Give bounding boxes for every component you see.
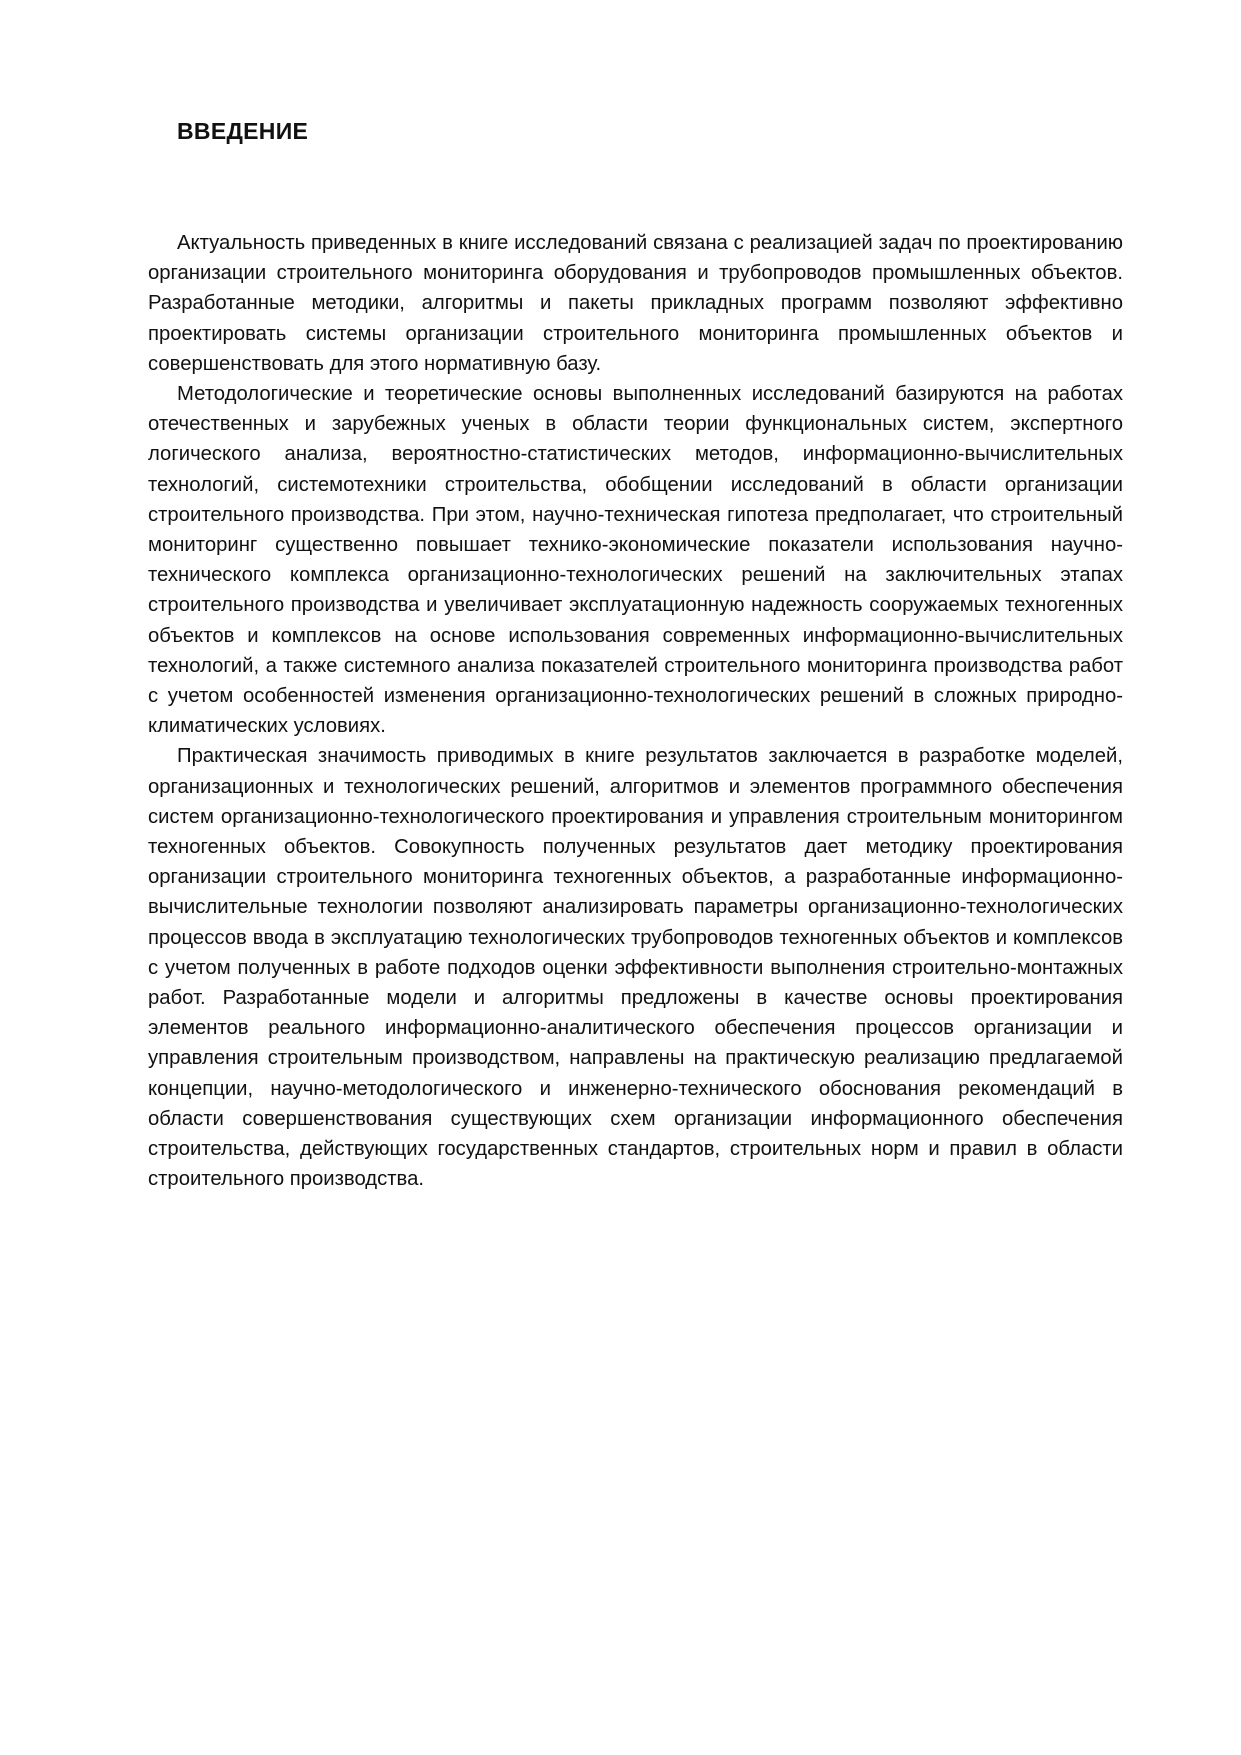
- section-heading: ВВЕДЕНИЕ: [177, 118, 309, 144]
- paragraph-relevance: Актуальность приведенных в книге исследований связана с реализацией задач по проектированию организации строительного мониторинга оборудования и трубопроводов промышленных объектов. Разработанные методики, алгоритмы и пакеты прикладных программ позволяют эффективно проектировать системы организации строительного мониторинга промышленных объектов и совершенствовать для этого нормативную базу.: [148, 232, 1123, 375]
- body-text: [148, 228, 1123, 1195]
- paragraph-methodology: Методологические и теоретические основы выполненных исследований базируются на работах отечественных и зарубежных ученых в области теории функциональных систем, экспертного логического анализа, вероятностно-статистических методов, информационно-вычислительных технологий, системотехники строительства, обобщении исследований в области организации строительного производства. При этом, научно-техническая гипотеза предполагает, что строительный мониторинг существенно повышает технико-экономические показатели использования научно-технического комплекса организационно-технологических решений на заключительных этапах строительного производства и увеличивает эксплуатационную надежность сооружаемых техногенных объектов и комплексов на основе использования современных информационно-вычислительных технологий, а также системного анализа показателей строительного мониторинга производства работ с учетом особенностей изменения организационно-технологических решений в сложных природно-климатических условиях.: [148, 383, 1123, 738]
- paragraph-practical-significance: Практическая значимость приводимых в книге результатов заключается в разработке моделей, организационных и технологических решений, алгоритмов и элементов программного обеспечения систем организационно-технологического проектирования и управления строительным мониторингом техногенных объектов. Совокупность полученных результатов дает методику проектирования организации строительного мониторинга техногенных объектов, а разработанные информационно-вычислительные технологии позволяют анализировать параметры организационно-технологических процессов ввода в эксплуатацию технологических трубопроводов техногенных объектов и комплексов с учетом полученных в работе подходов оценки эффективности выполнения строительно-монтажных работ. Разработанные модели и алгоритмы предложены в качестве основы проектирования элементов реального информационно-аналитического обеспечения процессов организации и управления строительным производством, направлены на практическую реализацию предлагаемой концепции, научно-методологического и инженерно-технического обоснования рекомендаций в области совершенствования существующих схем организации информационного обеспечения строительства, действующих государственных стандартов, строительных норм и правил в области строительного производства.: [148, 745, 1123, 1191]
